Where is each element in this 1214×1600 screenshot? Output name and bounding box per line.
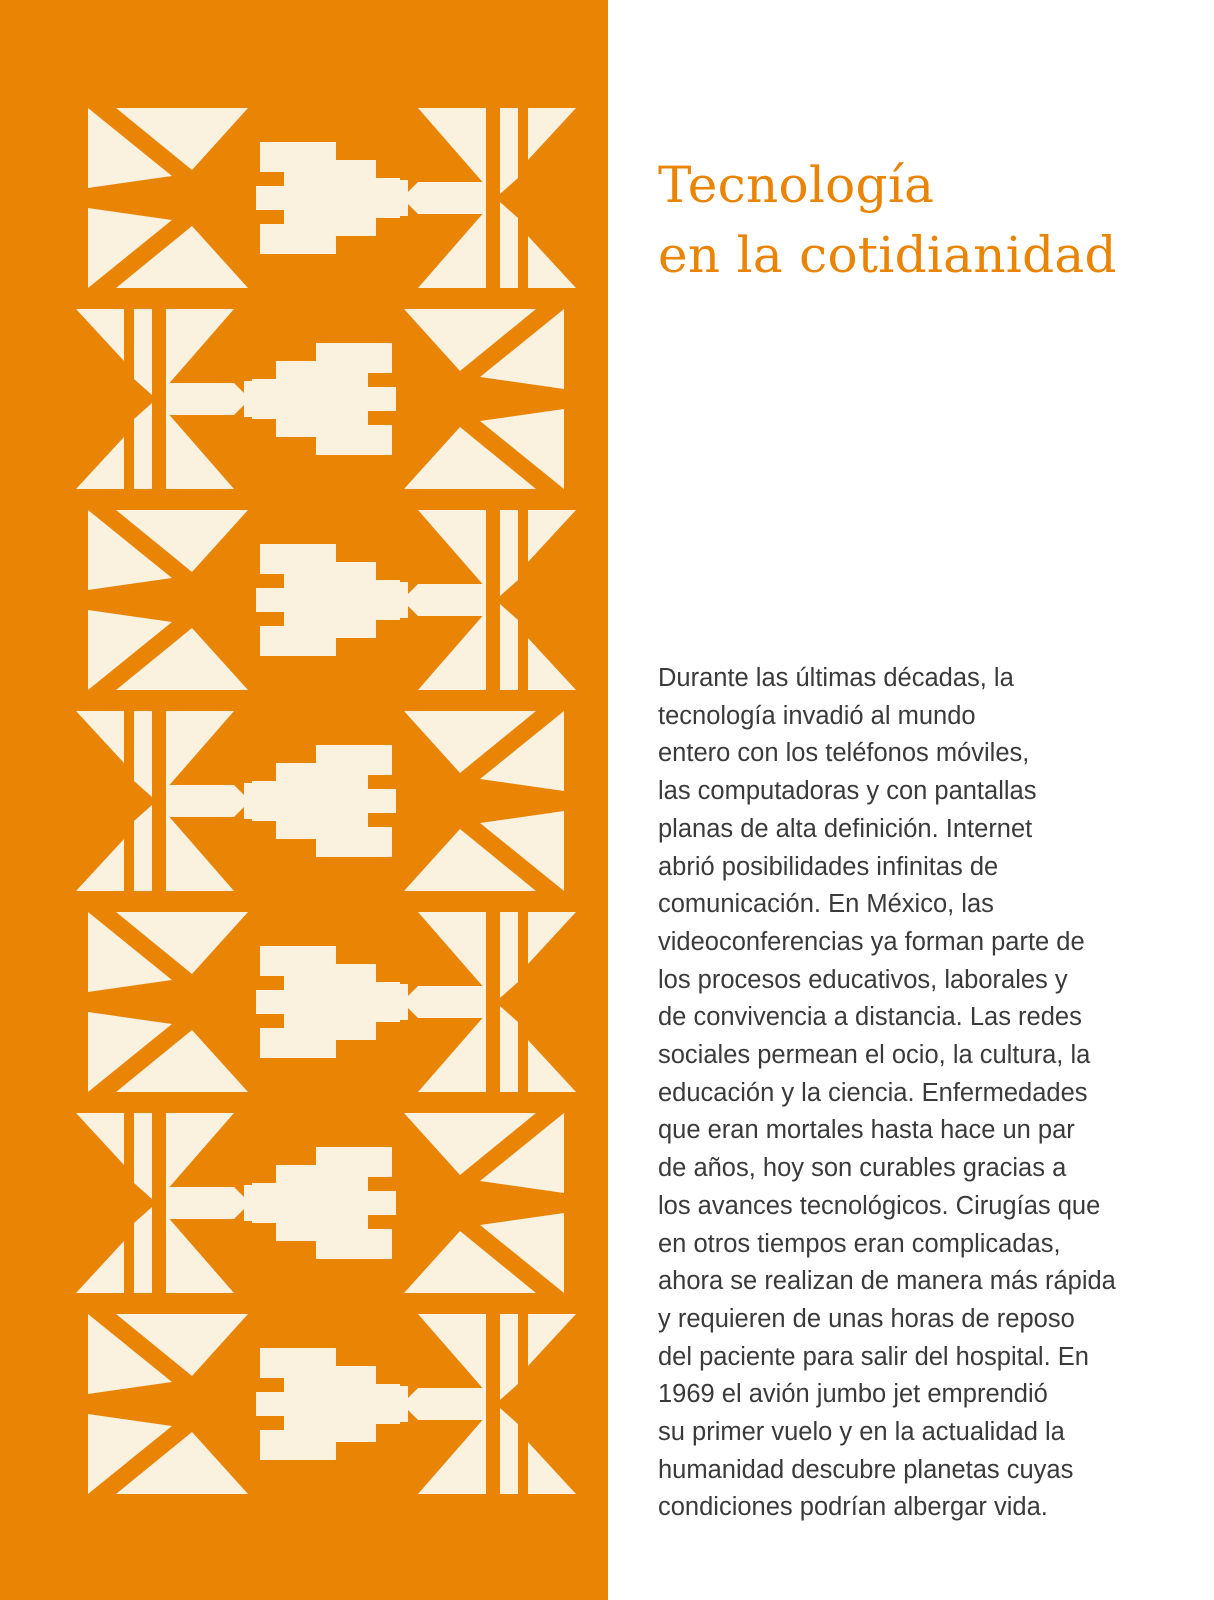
body-line: en otros tiempos eran complicadas, <box>658 1229 1061 1258</box>
body-line: tecnología invadió al mundo <box>658 701 976 730</box>
body-line: y requieren de unas horas de reposo <box>658 1304 1075 1333</box>
body-line: ahora se realizan de manera más rápida <box>658 1267 1116 1296</box>
body-line: de convivencia a distancia. Las redes <box>658 1003 1082 1032</box>
body-line: comunicación. En México, las <box>658 890 994 919</box>
body-paragraph <box>658 660 1178 1527</box>
body-line: los procesos educativos, laborales y <box>658 965 1068 994</box>
body-line: planas de alta definición. Internet <box>658 814 1033 843</box>
body-line: sociales permean el ocio, la cultura, la <box>658 1041 1091 1070</box>
body-line: educación y la ciencia. Enfermedades <box>658 1078 1088 1107</box>
body-line: condiciones podrían albergar vida. <box>658 1493 1048 1522</box>
body-line: Durante las últimas décadas, la <box>658 664 1014 692</box>
body-line: del paciente para salir del hospital. En <box>658 1342 1089 1371</box>
body-line: 1969 el avión jumbo jet emprendió <box>658 1380 1048 1409</box>
body-line: de años, hoy son curables gracias a <box>658 1154 1067 1183</box>
page-title <box>658 150 1178 290</box>
body-line: su primer vuelo y en la actualidad la <box>658 1418 1065 1447</box>
title-line-2: en la cotidianidad <box>658 226 1117 284</box>
body-line: que eran mortales hasta hace un par <box>658 1116 1075 1145</box>
title-line-1: Tecnología <box>658 156 935 214</box>
body-line: los avances tecnológicos. Cirugías que <box>658 1191 1101 1220</box>
body-line: las computadoras y con pantallas <box>658 777 1037 806</box>
body-line: abrió posibilidades infinitas de <box>658 852 999 881</box>
body-line: humanidad descubre planetas cuyas <box>658 1455 1074 1484</box>
body-line: entero con los teléfonos móviles, <box>658 739 1030 768</box>
body-line: videoconferencias ya forman parte de <box>658 927 1085 956</box>
